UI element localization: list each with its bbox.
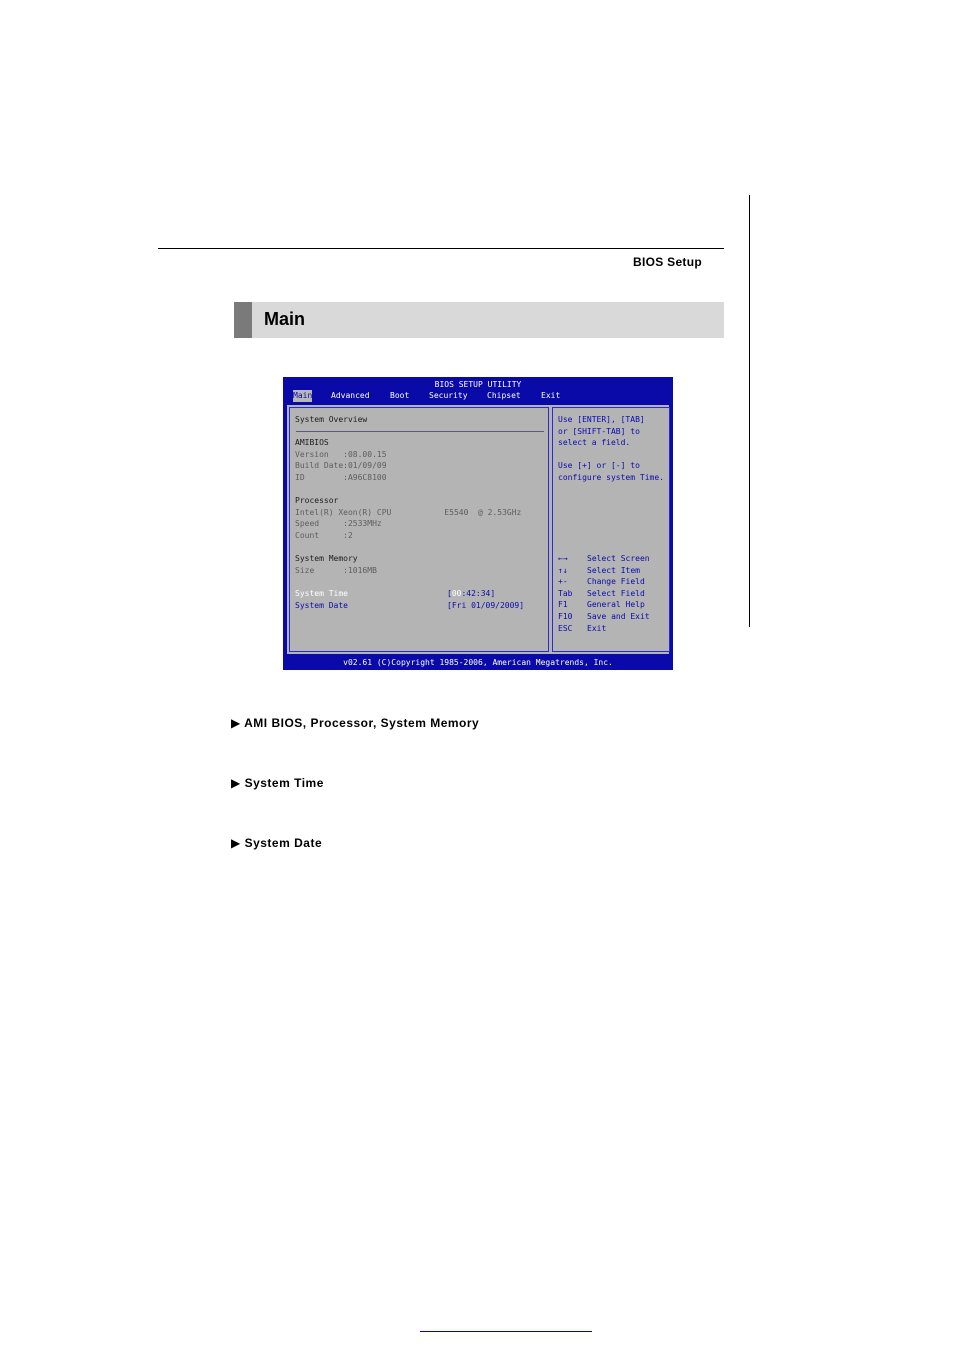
processor-count: Count :2	[295, 530, 353, 540]
bios-tab-main[interactable]: Main	[293, 391, 313, 400]
bios-copyright-footer: v02.61 (C)Copyright 1985-2006, American Megatrends, Inc.	[343, 658, 613, 667]
section-header	[234, 302, 724, 338]
bios-settings-pane	[289, 407, 549, 652]
key-legend-key: ESC	[558, 623, 573, 633]
running-head: BIOS Setup	[632, 255, 702, 269]
bios-tab-exit[interactable]: Exit	[541, 391, 561, 400]
help-line: or [SHIFT-TAB] to	[558, 426, 640, 436]
key-legend-key: F10	[558, 612, 573, 621]
bullet-text: System Time	[244, 776, 324, 790]
system-date-label[interactable]: System Date	[295, 600, 348, 610]
triangle-bullet-icon: ▶	[231, 836, 241, 850]
key-legend-action: Select Field	[587, 588, 645, 598]
footer-link-underline[interactable]	[420, 1331, 592, 1332]
bios-menu-bar	[283, 390, 673, 401]
key-legend-action: Select Screen	[587, 554, 650, 563]
section-accent	[234, 302, 252, 338]
time-hour-selected: 00	[451, 589, 462, 598]
section-title: Main	[264, 309, 306, 329]
system-time-label[interactable]: System Time	[295, 589, 348, 598]
help-line: Use [ENTER], [TAB]	[558, 415, 645, 424]
key-legend-action: Change Field	[587, 577, 645, 587]
amibios-heading: AMIBIOS	[295, 438, 329, 447]
amibios-id: ID :A96C8100	[295, 472, 387, 482]
help-line: configure system Time.	[558, 473, 664, 482]
bullet-item-amibios	[231, 716, 479, 730]
processor-speed: Speed :2533MHz	[295, 519, 382, 529]
bios-tab-security[interactable]: Security	[429, 391, 468, 400]
side-margin-rule	[749, 195, 750, 627]
header-rule	[158, 248, 724, 249]
bios-utility-title: BIOS SETUP UTILITY	[434, 380, 522, 389]
triangle-bullet-icon: ▶	[231, 776, 241, 790]
key-legend-key: Tab	[558, 588, 573, 598]
memory-size: Size :1016MB	[295, 565, 377, 575]
bullet-text: AMI BIOS, Processor, System Memory	[244, 716, 480, 730]
amibios-version: Version :08.00.15	[295, 449, 387, 459]
bullet-text: System Date	[244, 836, 323, 850]
amibios-build-date: Build Date:01/09/09	[295, 461, 387, 471]
bios-main-panel	[286, 404, 670, 655]
key-legend-key: ←→	[558, 554, 568, 563]
help-line: select a field.	[558, 438, 631, 448]
key-legend-action: Exit	[587, 623, 607, 633]
bullet-item-system-time	[231, 776, 324, 790]
key-legend-action: Save and Exit	[587, 612, 650, 621]
key-legend-action: General Help	[587, 600, 645, 610]
help-line: Use [+] or [-] to	[558, 461, 640, 471]
triangle-bullet-icon: ▶	[231, 716, 241, 730]
bios-tab-boot[interactable]: Boot	[390, 391, 410, 400]
bullet-item-system-date	[231, 836, 322, 850]
key-legend-key: F1	[558, 600, 568, 610]
bios-screenshot	[283, 377, 673, 670]
key-legend-key: ↑↓	[558, 565, 568, 575]
overview-title: System Overview	[295, 415, 368, 424]
bios-tab-advanced[interactable]: Advanced	[331, 391, 370, 400]
key-legend-action: Select Item	[587, 565, 640, 575]
system-time-field[interactable]: [00:42:34]	[447, 589, 496, 598]
bios-tab-chipset[interactable]: Chipset	[487, 391, 521, 400]
memory-heading: System Memory	[295, 554, 358, 563]
processor-name: Intel(R) Xeon(R) CPU E5540 @ 2.53GHz	[295, 507, 522, 517]
key-legend-key: +-	[558, 577, 568, 587]
system-date-field[interactable]: [Fri 01/09/2009]	[447, 600, 525, 610]
processor-heading: Processor	[295, 496, 339, 505]
overview-separator	[296, 431, 544, 432]
bios-help-pane	[552, 407, 670, 652]
